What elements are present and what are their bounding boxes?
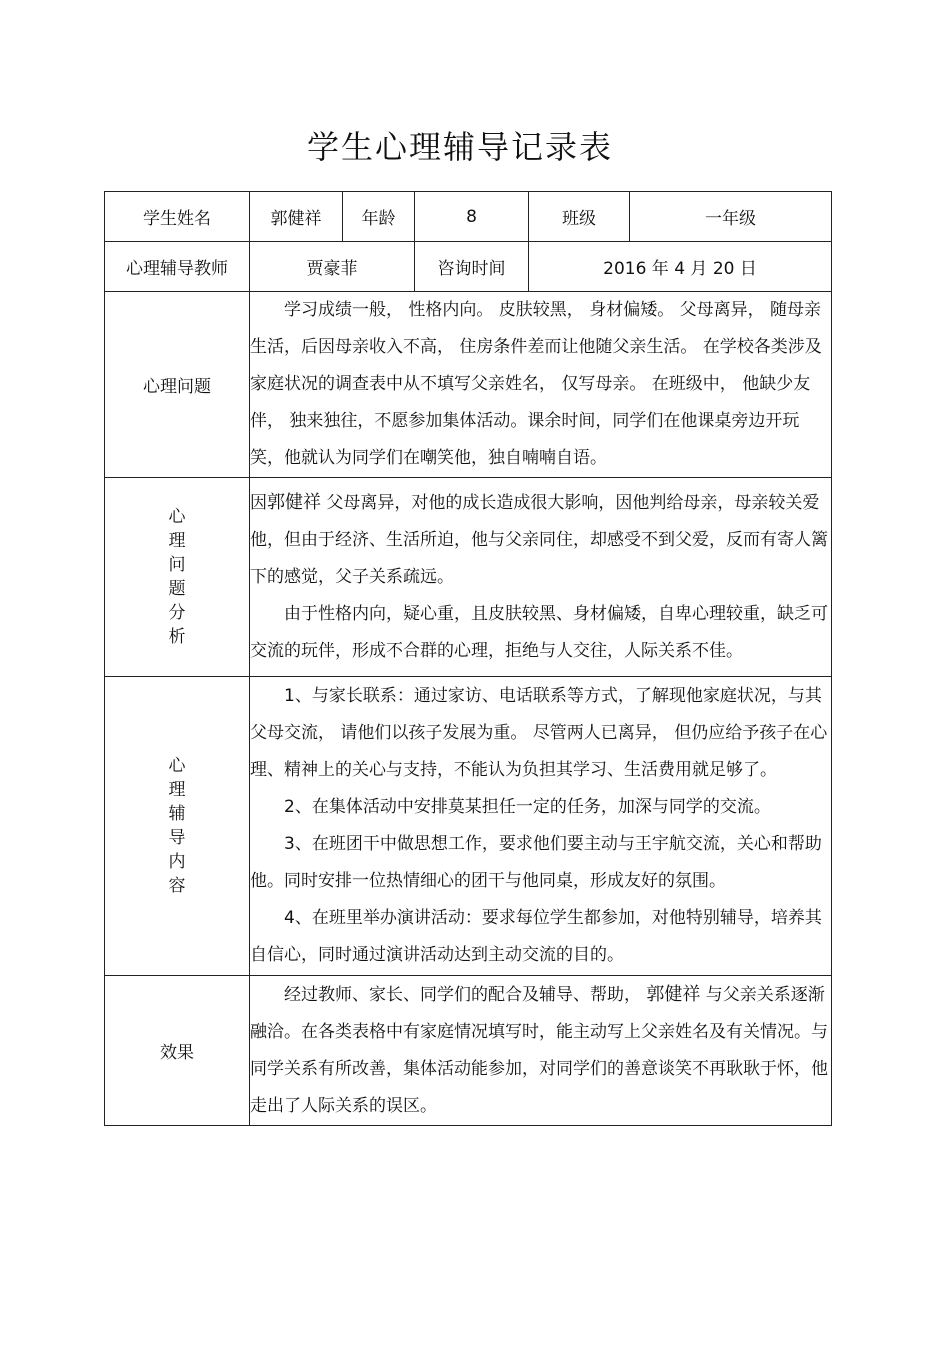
content-label-char: 容 [168, 876, 186, 896]
student-name-inline: 郭健祥 [267, 492, 321, 513]
analysis-cell [250, 478, 832, 677]
analysis-label-char: 问 [168, 555, 186, 575]
record-table [104, 191, 832, 1126]
row-effect [105, 976, 832, 1126]
analysis-text-1: 父母离异，对他的成长造成很大影响，因他判给母亲，母亲较关爱他，但由于经济、生活所迫，他与父亲同住，却感受不到父爱，反而有寄人篱下的感觉，父子关系疏远。 [250, 493, 828, 587]
row-student-info [105, 192, 832, 242]
student-name-value: 郭健祥 [250, 192, 343, 242]
content-label [105, 677, 250, 976]
content-item-4: 4、在班里举办演讲活动：要求每位学生都参加，对他特别辅导，培养其自信心，同时通过演讲活动达到主动交流的目的。 [250, 908, 822, 965]
content-item-2: 2、在集体活动中安排莫某担任一定的任务，加深与同学的交流。 [284, 797, 771, 817]
content-label-char: 内 [168, 852, 186, 872]
analysis-label-char: 题 [168, 579, 186, 599]
content-label-char: 心 [168, 756, 186, 776]
effect-rest: 与父亲关系逐渐融洽。在各类表格中有家庭情况填写时，能主动写上父亲姓名及有关情况。与同学关系有所改善，集体活动能参加，对同学们的善意谈笑不再耿耿于怀，他走出了人际关系的误区。 [250, 985, 828, 1116]
problem-text: 学习成绩一般， 性格内向。 皮肤较黑， 身材偏矮。 父母离异， 随母亲生活，后因母亲收入不高， 住房条件差而让他随父亲生活。 在学校各类涉及家庭状况的调查表中从不填写父亲姓名， 仅写母亲。 在班级中， 他缺少友伴， 独来独往，不愿参加集体活动。课余时间，同学们在他课桌旁边开玩笑，他就认为同学们在嘲笑他，独自喃喃自语。 [250, 300, 822, 468]
content-item-1: 1、与家长联系：通过家访、电话联系等方式，了解现他家庭状况，与其父母交流， 请他们以孩子发展为重。 尽管两人已离异， 但仍应给予孩子在心理、精神上的关心与支持，不能认为负担其学习、生活费用就足够了。 [250, 686, 828, 780]
content-cell [250, 677, 832, 976]
consult-time-value: 2016 年 4 月 20 日 [529, 242, 832, 292]
analysis-label-char: 析 [168, 627, 186, 647]
effect-text [250, 976, 831, 1125]
page-title: 学生心理辅导记录表 [306, 128, 613, 166]
consult-time-label: 咨询时间 [415, 242, 529, 292]
analysis-paragraph-1 [250, 484, 831, 596]
row-teacher-info [105, 242, 832, 292]
content-label-char: 导 [168, 828, 186, 848]
student-name-inline: 郭健祥 [646, 984, 701, 1005]
teacher-label: 心理辅导教师 [105, 242, 250, 292]
analysis-label-char: 分 [168, 603, 186, 623]
problem-label: 心理问题 [105, 292, 250, 478]
student-name-label: 学生姓名 [105, 192, 250, 242]
age-label: 年龄 [343, 192, 415, 242]
content-label-char: 辅 [168, 804, 186, 824]
content-label-char: 理 [168, 780, 186, 800]
teacher-value: 贾豪菲 [250, 242, 415, 292]
class-value: 一年级 [630, 192, 832, 242]
row-analysis [105, 478, 832, 677]
analysis-label-char: 理 [168, 531, 186, 551]
analysis-label-char: 心 [168, 507, 186, 527]
analysis-paragraph-2: 由于性格内向，疑心重，且皮肤较黑、身材偏矮，自卑心理较重，缺乏可交流的玩伴，形成不合群的心理，拒绝与人交往，人际关系不佳。 [250, 604, 828, 661]
row-problem [105, 292, 832, 478]
analysis-prefix: 因 [250, 493, 267, 513]
class-label: 班级 [529, 192, 630, 242]
analysis-label [105, 478, 250, 677]
effect-prefix: 经过教师、家长、同学们的配合及辅导、帮助， [284, 985, 647, 1005]
row-content [105, 677, 832, 976]
effect-label: 效果 [105, 976, 250, 1126]
age-value: 8 [415, 192, 529, 242]
problem-cell [250, 292, 832, 478]
content-item-3: 3、在班团干中做思想工作，要求他们要主动与王宇航交流，关心和帮助他。同时安排一位热情细心的团干与他同桌，形成友好的氛围。 [250, 834, 822, 891]
effect-cell [250, 976, 832, 1126]
